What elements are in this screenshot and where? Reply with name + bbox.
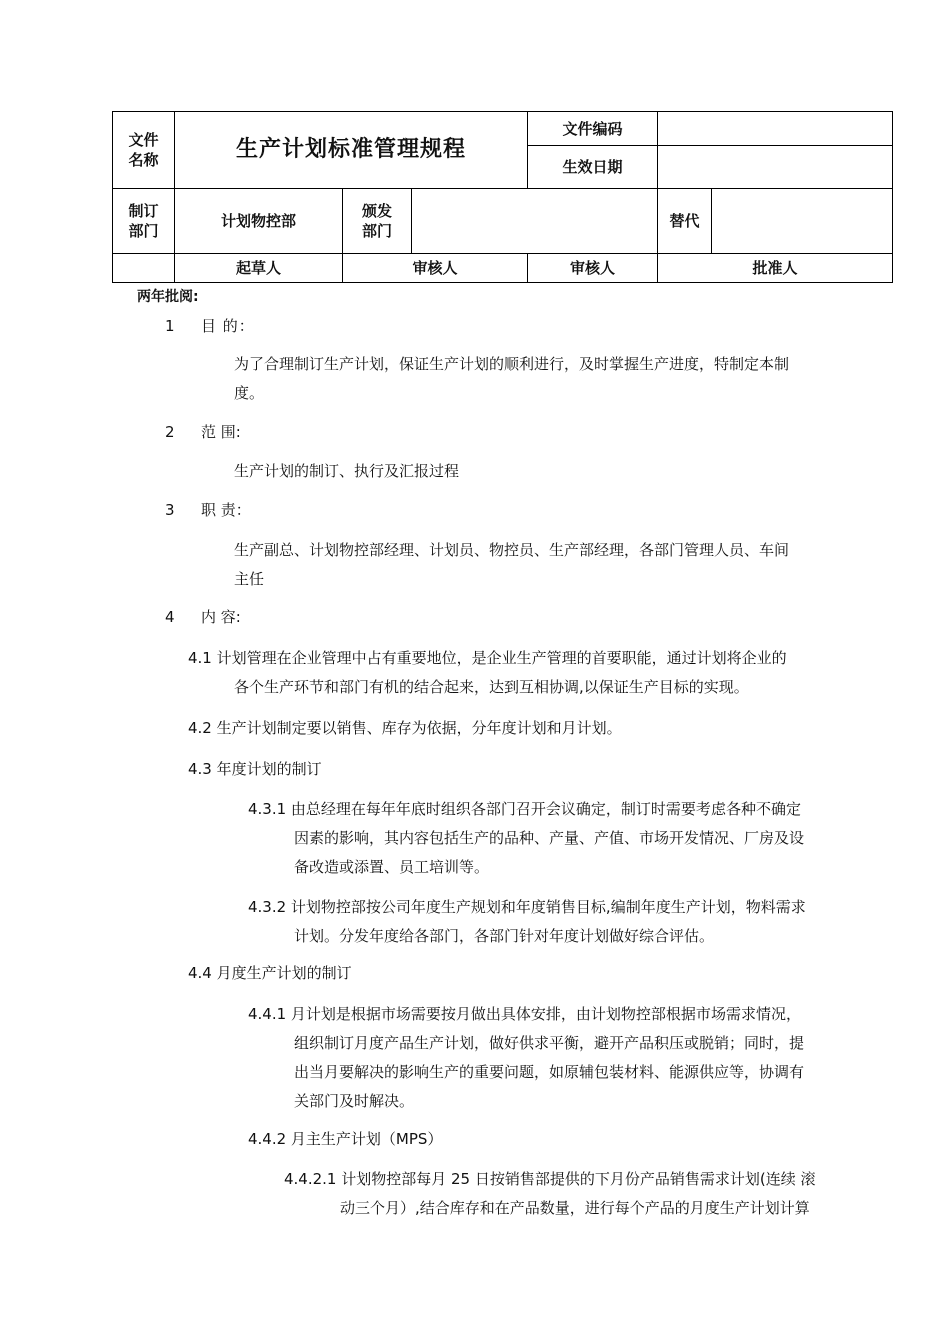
section-body-line: 生产副总、计划物控部经理、计划员、物控员、生产部经理，各部门管理人员、车间 [234,541,790,559]
section-title: 范 围: [201,423,241,441]
section-title: 目 的： [201,317,255,335]
doc-code-value [658,112,893,146]
item-4-3-1-line: 4.3.1 由总经理在每年年底时组织各部门召开会议确定，制订时需要考虑各种不确定 [248,800,801,818]
item-4-4-1-line: 组织制订月度产品生产计划，做好供求平衡，避开产品积压或脱销；同时，提 [294,1034,805,1052]
section-number: 2 [165,423,175,441]
section-title: 内 容: [201,608,241,626]
item-4-1-line: 各个生产环节和部门有机的结合起来，达到互相协调,以保证生产目标的实现。 [234,678,749,696]
item-4-3-2-line: 计划。分发年度给各部门，各部门针对年度计划做好综合评估。 [294,927,715,945]
item-4-4-2-1-line: 动三个月）,结合库存和在产品数量，进行每个产品的月度生产计划计算 [340,1199,810,1217]
document-header-table [112,111,893,283]
section-title: 职 责： [201,501,251,519]
item-4-1-line: 4.1 计划管理在企业管理中占有重要地位，是企业生产管理的首要职能，通过计划将企业的 [188,649,787,667]
section-body-line: 度。 [234,384,265,402]
drafter-label: 起草人 [175,254,343,283]
section-number: 1 [165,317,175,335]
item-4-4-line: 4.4 月度生产计划的制订 [188,964,352,982]
item-4-3-1-line: 备改造或添置、员工培训等。 [294,858,490,876]
section-body-line: 主任 [234,570,265,588]
sign-blank-cell [113,254,175,283]
item-4-4-1-line: 出当月要解决的影响生产的重要问题，如原辅包装材料、能源供应等，协调有 [294,1063,805,1081]
item-4-2-line: 4.2 生产计划制定要以销售、库存为依据，分年度计划和月计划。 [188,719,622,737]
reviewer-2-label: 审核人 [528,254,658,283]
item-4-4-2-1-line: 4.4.2.1 计划物控部每月 25 日按销售部提供的下月份产品销售需求计划(连续 滚 [284,1170,816,1188]
file-name-label: 文件 名称 [113,112,175,189]
issue-dept-value [412,189,658,254]
dept-value: 计划物控部 [175,189,343,254]
section-number: 3 [165,501,175,519]
biennial-review-note: 两年批阅: [137,289,199,305]
replace-label: 替代 [658,189,712,254]
item-4-4-1-line: 关部门及时解决。 [294,1092,415,1110]
dept-label: 制订 部门 [113,189,175,254]
item-4-3-2-line: 4.3.2 计划物控部按公司年度生产规划和年度销售目标,编制年度生产计划，物料需求 [248,898,806,916]
issue-dept-label: 颁发 部门 [343,189,412,254]
effective-date-value [658,146,893,189]
effective-date-label: 生效日期 [528,146,658,189]
item-4-4-1-line: 4.4.1 月计划是根据市场需要按月做出具体安排，由计划物控部根据市场需求情况， [248,1005,801,1023]
reviewer-1-label: 审核人 [343,254,528,283]
section-body-line: 为了合理制订生产计划，保证生产计划的顺利进行，及时掌握生产进度，特制定本制 [234,355,790,373]
section-body-line: 生产计划的制订、执行及汇报过程 [234,462,460,480]
doc-code-label: 文件编码 [528,112,658,146]
approver-label: 批准人 [658,254,893,283]
item-4-3-1-line: 因素的影响，其内容包括生产的品种、产量、产值、市场开发情况、厂房及设 [294,829,805,847]
item-4-3-line: 4.3 年度计划的制订 [188,760,322,778]
section-number: 4 [165,608,175,626]
item-4-4-2-line: 4.4.2 月主生产计划（MPS） [248,1130,443,1148]
replace-value [712,189,893,254]
document-title: 生产计划标准管理规程 [175,112,528,189]
